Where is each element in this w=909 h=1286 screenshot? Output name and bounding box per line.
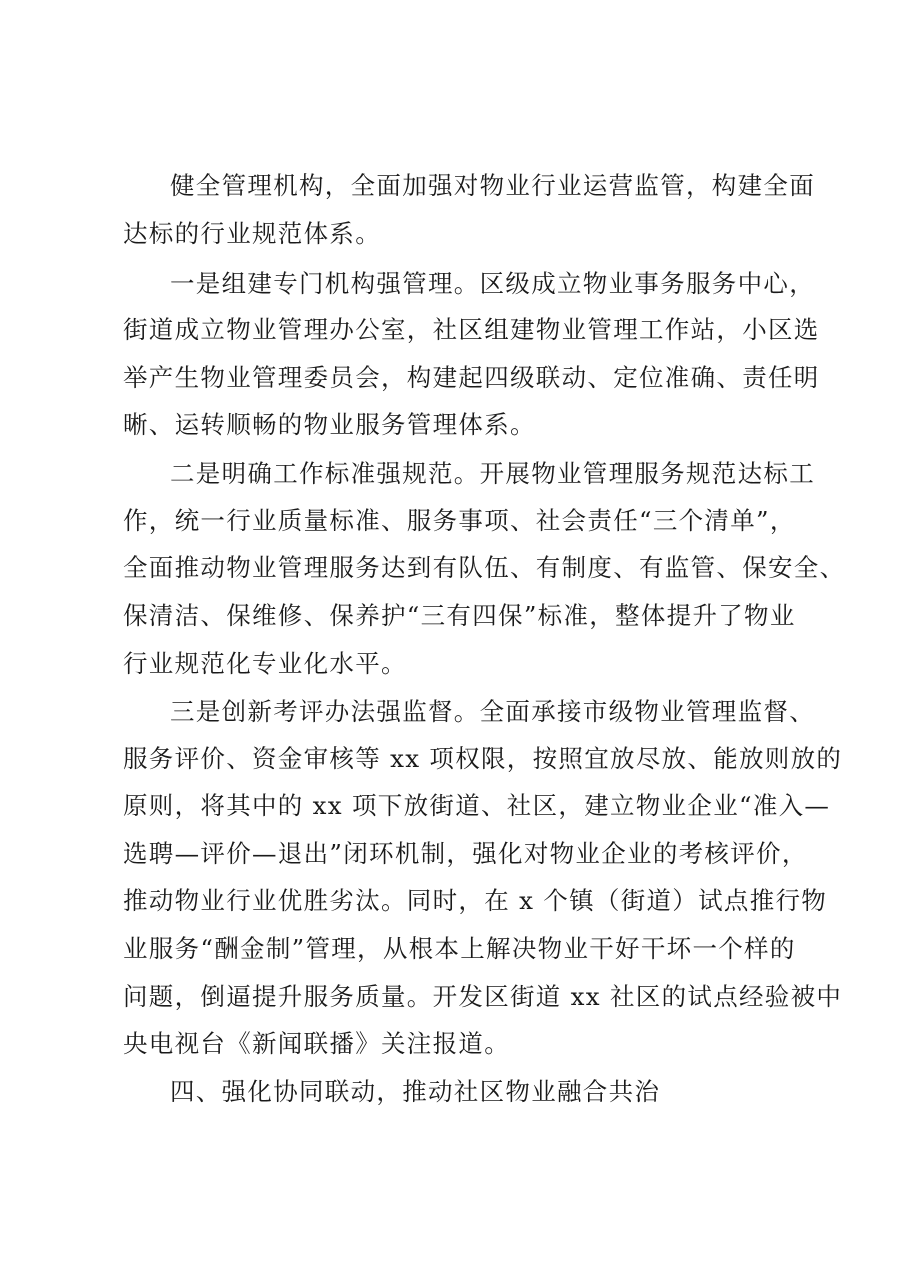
paragraph-line: 选聘—评价—退出”闭环机制，强化对物业企业的考核评价， — [123, 839, 808, 868]
paragraph-line: 达标的行业规范体系。 — [123, 219, 381, 248]
paragraph-line: 三是创新考评办法强监督。全面承接市级物业管理监督、 — [170, 697, 815, 726]
paragraph-line: 作，统一行业质量标准、服务事项、社会责任“三个清单”， — [123, 506, 796, 535]
paragraph-line: 晰、运转顺畅的物业服务管理体系。 — [123, 410, 536, 439]
paragraph-line: 二是明确工作标准强规范。开展物业管理服务规范达标工 — [170, 459, 815, 488]
paragraph-line: 一是组建专门机构强管理。区级成立物业事务服务中心， — [170, 269, 815, 298]
paragraph-line: 保清洁、保维修、保养护“三有四保”标准，整体提升了物业 — [123, 601, 796, 630]
section-heading: 四、强化协同联动，推动社区物业融合共治 — [170, 1077, 661, 1106]
paragraph-line: 全面推动物业管理服务达到有队伍、有制度、有监管、保安全、 — [123, 553, 846, 582]
paragraph-line: 推动物业行业优胜劣汰。同时，在 x 个镇（街道）试点推行物 — [123, 886, 828, 915]
paragraph-line: 业服务“酬金制”管理，从根本上解决物业干好干坏一个样的 — [123, 934, 796, 963]
paragraph-line: 服务评价、资金审核等 xx 项权限，按照宜放尽放、能放则放的 — [123, 744, 843, 773]
paragraph-line: 举产生物业管理委员会，构建起四级联动、定位准确、责任明 — [123, 363, 820, 392]
paragraph-line: 央电视台《新闻联播》关注报道。 — [123, 1029, 510, 1058]
paragraph-line: 原则，将其中的 xx 项下放街道、社区，建立物业企业“准入— — [123, 791, 831, 820]
paragraph-line: 行业规范化专业化水平。 — [123, 649, 407, 678]
paragraph-line: 问题，倒逼提升服务质量。开发区街道 xx 社区的试点经验被中 — [123, 982, 843, 1011]
paragraph-line: 街道成立物业管理办公室，社区组建物业管理工作站，小区选 — [123, 315, 820, 344]
paragraph-line: 健全管理机构，全面加强对物业行业运营监管，构建全面 — [170, 171, 815, 200]
